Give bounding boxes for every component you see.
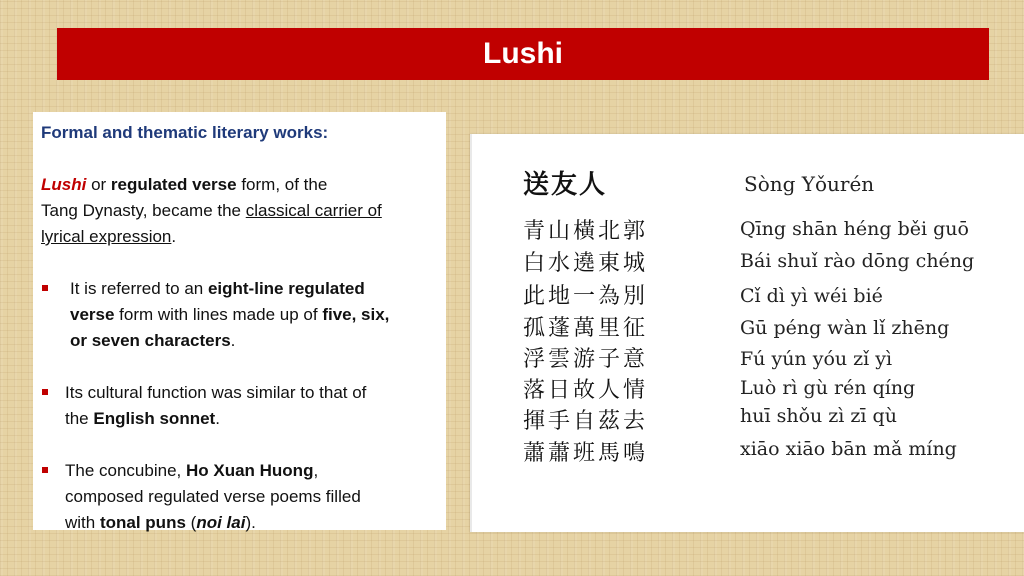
poem-line-chinese: 青山橫北郭 (523, 219, 649, 244)
poem-image (470, 134, 1024, 532)
poem-line-pinyin: xiāo xiāo bān mǎ míng (740, 438, 957, 460)
bullet-marker (42, 467, 48, 473)
poem-title-pinyin: Sòng Yǒurén (744, 172, 875, 196)
bullet-marker (42, 389, 48, 395)
section-heading: Formal and thematic literary works: (41, 123, 329, 142)
title-bar (57, 28, 989, 80)
poem-line-pinyin: Cǐ dì yì wéi bié (740, 285, 883, 307)
poem-title-chinese: 送友人 (523, 170, 608, 200)
bullet-cultural-function: Its cultural function was similar to that of the English sonnet. (41, 380, 436, 432)
poem-line-pinyin: Fú yún yóu zǐ yì (740, 348, 893, 370)
text-panel (33, 112, 446, 530)
poem-line-pinyin: Luò rì gù rén qíng (740, 377, 916, 399)
bullet-eight-line: It is referred to an eight-line regulated verse form with lines made up of five, six, or seven characters. (41, 276, 436, 354)
poem-line-chinese: 揮手自茲去 (523, 409, 649, 434)
poem-line-pinyin: Qīng shān héng běi guō (740, 218, 969, 240)
bullet-concubine: The concubine, Ho Xuan Huong, composed regulated verse poems filled with tonal puns (noi lai). (41, 458, 436, 536)
poem-line-chinese: 孤蓬萬里征 (523, 316, 649, 341)
intro-paragraph: Lushi or regulated verse form, of the Tang Dynasty, became the classical carrier of lyrical expression. (41, 175, 382, 246)
poem-line-chinese: 白水遶東城 (523, 251, 649, 276)
poem-line-pinyin: huī shǒu zì zī qù (740, 405, 897, 427)
slide-title: Lushi (483, 37, 563, 70)
lushi-term: Lushi (41, 175, 87, 194)
poem-line-pinyin: Bái shuǐ rào dōng chéng (740, 250, 975, 272)
poem-line-chinese: 浮雲游子意 (523, 347, 649, 372)
bullet-marker (42, 285, 48, 291)
poem-line-chinese: 落日故人情 (523, 378, 649, 403)
poem-line-pinyin: Gū péng wàn lǐ zhēng (740, 317, 950, 339)
poem-line-chinese: 蕭蕭班馬鳴 (523, 441, 649, 466)
poem-line-chinese: 此地一為別 (523, 284, 649, 309)
